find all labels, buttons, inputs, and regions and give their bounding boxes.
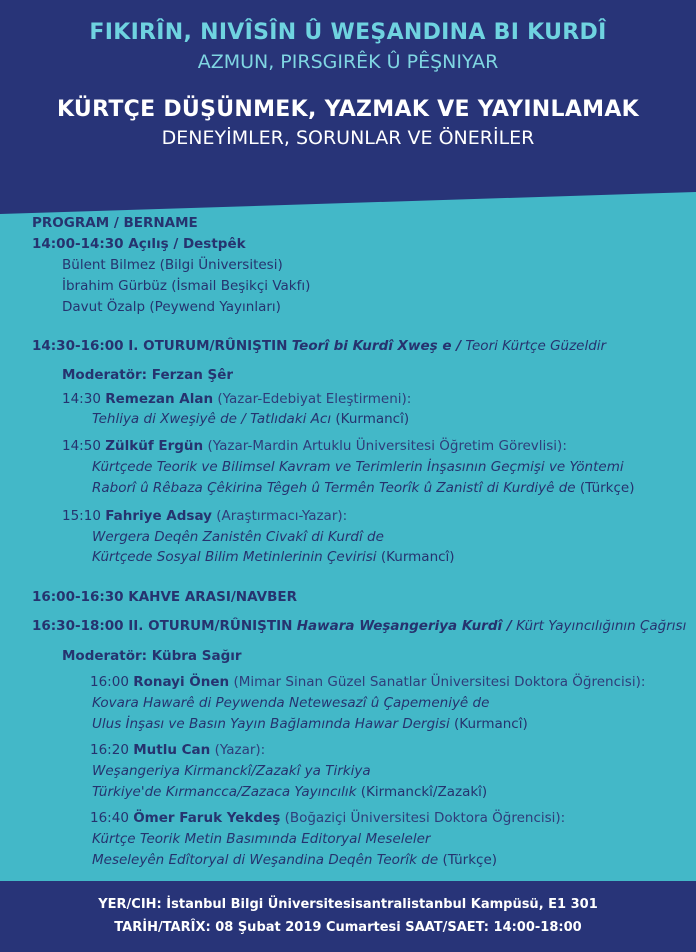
coffee-break: 16:00-16:30 KAHVE ARASI/NAVBER [32, 589, 297, 605]
talk-title-text: Kürtçede Teorik ve Bilimsel Kavram ve Terimlerin İnşasının Geçmişi ve Yöntemi [92, 459, 624, 475]
venue-name-bold: santral [355, 897, 407, 912]
talk-speaker: Ronayi Önen [133, 674, 230, 690]
talk-title [92, 852, 497, 869]
talk-title [92, 549, 455, 566]
talk-language: (Türkçe) [442, 852, 498, 868]
subtitle-kurdish: AZMUN, PIRSGIRÊK Û PÊŞNIYAR [197, 51, 499, 73]
talk-header [62, 391, 411, 408]
talk-speaker: Ömer Faruk Yekdeş [133, 810, 281, 826]
talk-title-text: Kürtçede Sosyal Bilim Metinlerinin Çevirisi [92, 549, 377, 565]
talk-title-text: Weşangeriya Kirmanckî/Zazakî ya Tirkiya [92, 763, 371, 779]
talk-header [90, 742, 265, 759]
opening-speaker: Bülent Bilmez (Bilgi Üniversitesi) [62, 257, 283, 273]
header-banner [0, 0, 696, 215]
venue-label: YER/CIH: [98, 897, 162, 912]
talk-affiliation: (Mimar Sinan Güzel Sanatlar Üniversitesi Doktora Öğrencisi): [233, 674, 646, 690]
subtitle-turkish: DENEYİMLER, SORUNLAR VE ÖNERİLER [161, 127, 535, 149]
talk-title-text: Meseleyên Edîtoryal di Weşandina Deqên Teorîk de [92, 852, 439, 868]
talk-title [92, 480, 635, 497]
talk-time: 15:10 [62, 508, 101, 524]
talk-affiliation: (Araştırmacı-Yazar): [216, 508, 348, 524]
opening-speaker: İbrahim Gürbüz (İsmail Beşikçi Vakfı) [62, 278, 311, 294]
talk-speaker: Fahriye Adsay [105, 508, 212, 524]
talk-time: 16:20 [90, 742, 129, 758]
date-line: TARİH/TARÎX: 08 Şubat 2019 Cumartesi SAAT/SAET: 14:00-18:00 [114, 920, 582, 935]
opening-line [32, 236, 246, 253]
session1-title-tr: Teori Kürtçe Güzeldir [465, 338, 607, 354]
talk-affiliation: (Yazar-Edebiyat Eleştirmeni): [217, 391, 412, 407]
talk-affiliation: (Boğaziçi Üniversitesi Doktora Öğrencisi): [284, 810, 566, 826]
venue-name-rest: istanbul Kampüsü, E1 301 [406, 897, 598, 912]
session1-title-ku: Teorî bi Kurdî Xweş e / [291, 338, 462, 354]
session1-moderator: Moderatör: Ferzan Şêr [62, 367, 234, 383]
talk-title [92, 784, 487, 801]
talk-header [62, 508, 347, 525]
talk-time: 14:30 [62, 391, 101, 407]
session2-title-tr: Kürt Yayıncılığının Çağrısı [516, 618, 687, 634]
title-kurdish: FIKIRÎN, NIVÎSÎN Û WEŞANDINA BI KURDÎ [89, 20, 607, 45]
program-heading: PROGRAM / BERNAME [32, 215, 198, 231]
session1-heading [32, 338, 606, 355]
talk-header [62, 438, 567, 455]
session2-moderator: Moderatör: Kübra Sağır [62, 648, 242, 664]
talk-title [92, 716, 528, 733]
talk-speaker: Remezan Alan [105, 391, 214, 407]
session2-title-ku: Hawara Weşangeriya Kurdî / [296, 618, 512, 634]
talk-header [90, 810, 565, 827]
talk-speaker: Zülküf Ergün [105, 438, 204, 454]
footer-banner [0, 881, 696, 952]
talk-title-text: Raborî û Rêbaza Çêkirina Têgeh û Termên Teorîk û Zanistî di Kurdiyê de [92, 480, 576, 496]
talk-header [90, 674, 645, 691]
talk-speaker: Mutlu Can [133, 742, 211, 758]
talk-language: (Kurmancî) [454, 716, 528, 732]
talk-time: 16:40 [90, 810, 129, 826]
talk-title-text: Ulus İnşası ve Basın Yayın Bağlamında Hawar Dergisi [92, 716, 450, 732]
talk-title-text: Tehliya di Xweşiyê de / Tatlıdaki Acı [92, 411, 332, 427]
talk-title [92, 411, 409, 428]
talk-title-text: Wergera Deqên Zanistên Civakî di Kurdî de [92, 529, 384, 545]
talk-language: (Kurmancî) [335, 411, 410, 427]
opening-label: Açılış / Destpêk [128, 236, 246, 252]
opening-speaker: Davut Özalp (Peywend Yayınları) [62, 299, 281, 315]
talk-affiliation: (Yazar-Mardin Artuklu Üniversitesi Öğretim Görevlisi): [207, 438, 567, 454]
talk-language: (Türkçe) [579, 480, 635, 496]
talk-title-text: Kovara Hawarê di Peywenda Netewesazî û Çapemeniyê de [92, 695, 490, 711]
venue-line [0, 897, 696, 912]
session2-heading [32, 618, 686, 635]
venue-name: İstanbul Bilgi Üniversitesi [166, 897, 356, 912]
talk-title-text: Kürtçe Teorik Metin Basımında Editoryal Meseleler [92, 831, 431, 847]
talk-language: (Kurmancî) [380, 549, 455, 565]
opening-time: 14:00-14:30 [32, 236, 124, 252]
title-turkish: KÜRTÇE DÜŞÜNMEK, YAZMAK VE YAYINLAMAK [56, 97, 640, 122]
talk-title-text: Türkiye'de Kırmancca/Zazaca Yayıncılık [92, 784, 357, 800]
talk-time: 16:00 [90, 674, 129, 690]
talk-affiliation: (Yazar): [214, 742, 266, 758]
session1-time-label: 14:30-16:00 I. OTURUM/RÛNIŞTIN [32, 338, 288, 354]
talk-time: 14:50 [62, 438, 101, 454]
talk-language: (Kirmanckî/Zazakî) [360, 784, 488, 800]
session2-time-label: 16:30-18:00 II. OTURUM/RÛNIŞTIN [32, 618, 293, 634]
